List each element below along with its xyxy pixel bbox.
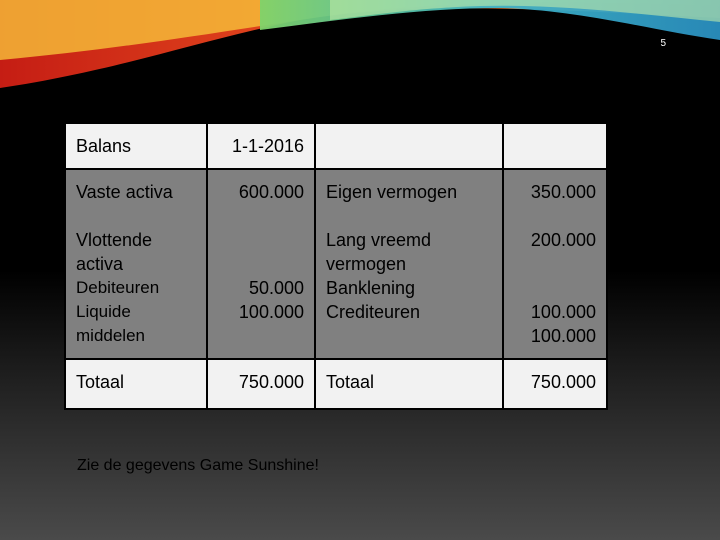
debiteuren-value: 50.000 <box>248 278 304 298</box>
liquide-middelen-value: 100.000 <box>238 302 304 322</box>
header-balans: Balans <box>65 123 207 169</box>
table-body-row <box>65 169 607 359</box>
header-empty-4 <box>503 123 607 169</box>
activa-column <box>65 169 207 359</box>
totaal-left-label: Totaal <box>65 359 207 409</box>
lang-vreemd-vermogen-label: Lang vreemd vermogen <box>326 230 432 274</box>
activa-values-column <box>207 169 315 359</box>
crediteuren-label: Crediteuren <box>326 302 421 322</box>
balance-sheet-table <box>64 122 608 410</box>
passiva-values-column <box>503 169 607 359</box>
eigen-vermogen-value: 350.000 <box>530 182 596 202</box>
totaal-right-label: Totaal <box>315 359 503 409</box>
header-empty-3 <box>315 123 503 169</box>
banklening-label: Banklening <box>326 278 416 298</box>
header-date: 1-1-2016 <box>207 123 315 169</box>
totaal-right-value: 750.000 <box>503 359 607 409</box>
note-text: Zie de gegevens Game Sunshine! <box>77 457 319 474</box>
totaal-left-value: 750.000 <box>207 359 315 409</box>
totals-row <box>65 359 607 409</box>
vlottende-activa-label: Vlottende activa <box>76 230 153 274</box>
decorative-swoosh <box>0 0 720 95</box>
vaste-activa-label: Vaste activa <box>76 182 173 202</box>
lang-vreemd-vermogen-value: 200.000 <box>530 230 596 250</box>
banklening-value: 100.000 <box>530 302 596 322</box>
passiva-column <box>315 169 503 359</box>
table-header-row <box>65 123 607 169</box>
eigen-vermogen-label: Eigen vermogen <box>326 182 458 202</box>
debiteuren-label: Debiteuren <box>76 278 160 297</box>
liquide-middelen-label: Liquide middelen <box>76 302 145 345</box>
crediteuren-value: 100.000 <box>530 326 596 346</box>
vaste-activa-value: 600.000 <box>238 182 304 202</box>
page-number: 5 <box>660 38 666 49</box>
